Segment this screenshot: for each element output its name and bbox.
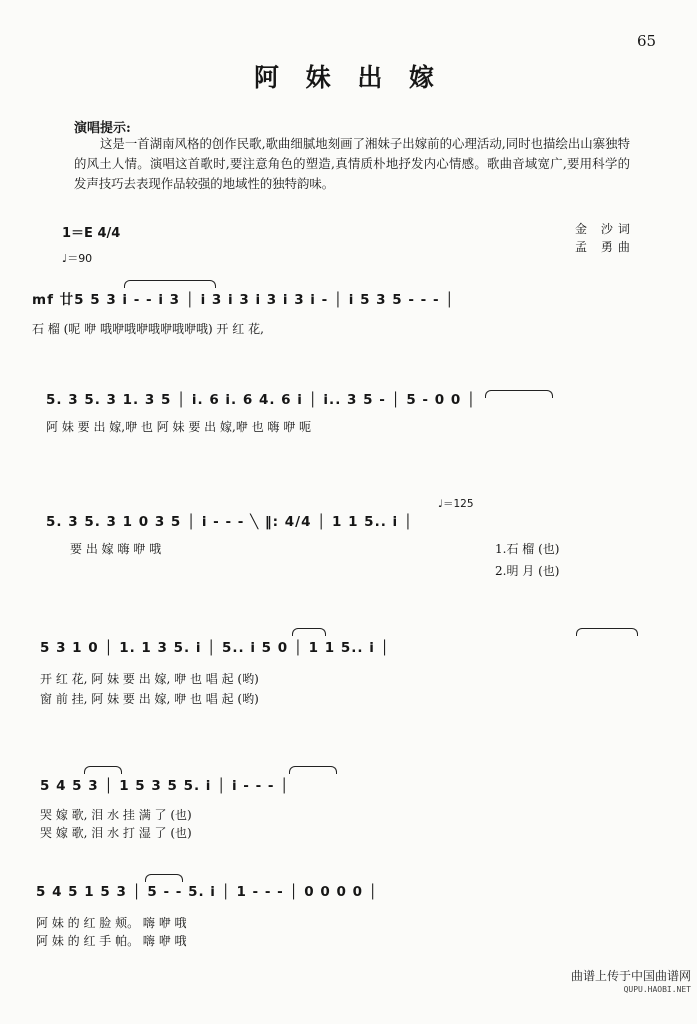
tempo-marking: ♩＝125 bbox=[438, 498, 474, 510]
slur bbox=[292, 628, 326, 636]
slur bbox=[145, 874, 183, 882]
slur bbox=[289, 766, 337, 774]
lyric-verse-1: 阿 妹 的 红 脸 颊。 嗨 咿 哦 bbox=[36, 916, 187, 930]
score-line-3 bbox=[0, 494, 697, 644]
lyric-verse: 要 出 嫁 嗨 咿 哦 bbox=[70, 542, 162, 556]
lyric-verse-2: 阿 妹 的 红 手 帕。 嗨 咿 哦 bbox=[36, 934, 187, 948]
lyric-verse-2: 2.明 月 (也) bbox=[495, 564, 560, 578]
watermark-url: QUPU.HAOBI.NET bbox=[623, 985, 691, 994]
watermark-text: 曲谱上传于中国曲谱网 bbox=[570, 969, 691, 983]
lyric-verse: 石 榴 (呢 咿 哦咿哦咿哦咿哦咿哦) 开 红 花, bbox=[32, 322, 264, 336]
lyric-verse-1: 1.石 榴 (也) bbox=[495, 542, 560, 556]
slur bbox=[485, 390, 553, 398]
notation: 5 4 5 3 │ 1 5 3 5 5. i │ i - - - │ bbox=[40, 778, 290, 794]
performance-hint-label: 演唱提示: bbox=[74, 121, 131, 136]
slur bbox=[84, 766, 122, 774]
composer-credit: 孟 勇曲 bbox=[575, 240, 635, 254]
notation: 5 3 1 0 │ 1. 1 3 5. i │ 5.. i 5 0 │ 1 1 5.. i │ bbox=[40, 640, 390, 656]
lyric-verse: 阿 妹 要 出 嫁,咿 也 阿 妹 要 出 嫁,咿 也 嗨 咿 呃 bbox=[46, 420, 312, 434]
notation: 5 4 5 1 5 3 │ 5 - - 5. i │ 1 - - - │ 0 0 0 0 │ bbox=[36, 884, 378, 900]
lyric-verse-1: 开 红 花, 阿 妹 要 出 嫁, 咿 也 唱 起 (哟) bbox=[40, 672, 259, 686]
song-title: 阿 妹 出 嫁 bbox=[253, 63, 444, 92]
key-signature: 1＝E 4/4 bbox=[62, 226, 121, 241]
slur bbox=[124, 280, 216, 288]
score-line-6 bbox=[0, 874, 697, 1024]
notation: mf 廿5 5 3 i - - i 3 │ i 3 i 3 i 3 i 3 i - │ i 5 3 5 - - - │ bbox=[32, 292, 455, 308]
tempo-marking: ♩＝90 bbox=[62, 252, 93, 265]
page-number: 65 bbox=[637, 32, 657, 50]
slur bbox=[576, 628, 638, 636]
notation: 5. 3 5. 3 1. 3 5 │ i. 6 i. 6 4. 6 i │ i.. 3 5 - │ 5 - 0 0 │ bbox=[46, 392, 477, 408]
lyric-verse-2: 窗 前 挂, 阿 妹 要 出 嫁, 咿 也 唱 起 (哟) bbox=[40, 692, 259, 706]
lyric-verse-1: 哭 嫁 歌, 泪 水 挂 满 了 (也) bbox=[40, 808, 192, 822]
notation: 5. 3 5. 3 1 0 3 5 │ i - - - ╲ ‖: 4/4 │ 1 1 5.. i │ bbox=[46, 514, 413, 530]
score-line-4 bbox=[0, 628, 697, 778]
lyricist-credit: 金 沙词 bbox=[575, 222, 635, 236]
lyric-verse-2: 哭 嫁 歌, 泪 水 打 湿 了 (也) bbox=[40, 826, 192, 840]
performance-hint-text: 这是一首湖南风格的创作民歌,歌曲细腻地刻画了湘妹子出嫁前的心理活动,同时也描绘出山寨独特的风土人情。演唱这首歌时,要注意角色的塑造,真情质朴地抒发内心情感。歌曲音域宽广,要用科学的发声技巧去表现作品较强的地域性的独特韵味。 bbox=[74, 136, 630, 191]
